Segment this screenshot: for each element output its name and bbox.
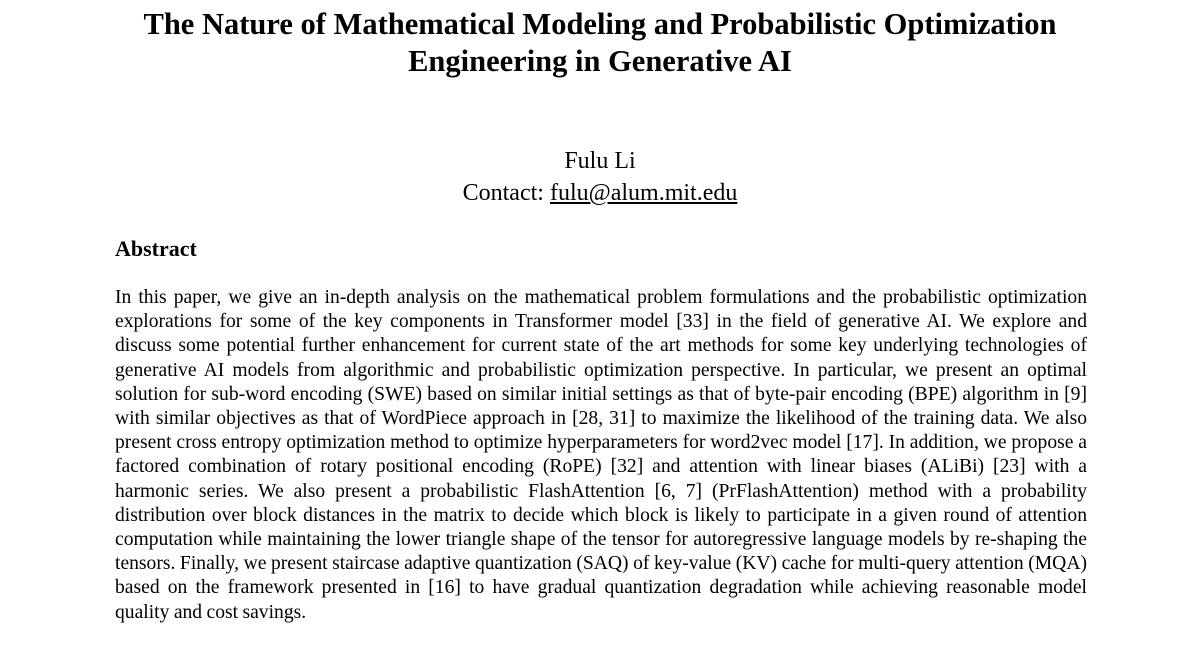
- abstract-heading: Abstract: [115, 236, 197, 261]
- author-name: Fulu Li: [564, 148, 636, 174]
- abstract-text: In this paper, we give an in-depth analysis on the mathematical problem formulations and the probabilistic optimization explorations for some of the key components in Transformer model [33] in the field of generative AI. We explore and discuss some potential further enhancement for current state of the art methods for some key underlying technologies of generative AI models from algorithmic and probabilistic optimization perspective. In particular, we present an optimal solution for sub-word encoding (SWE) based on similar initial settings as that of byte-pair encoding (BPE) algorithm in [9] with similar objectives as that of WordPiece approach in [28, 31] to maximize the likelihood of the training data. We also present cross entropy optimization method to optimize hyperparameters for word2vec model [17]. In addition, we propose a factored combination of rotary positional encoding (RoPE) [32] and attention with linear biases (ALiBi) [23] with a harmonic series. We also present a probabilistic FlashAttention [6, 7] (PrFlashAttention) method with a probability distribution over block distances in the matrix to decide which block is likely to participate in a given round of attention computation while maintaining the lower triangle shape of the tensor for autoregressive language models by re-shaping the tensors. Finally, we present staircase adaptive quantization (SAQ) of key-value (KV) cache for multi-query attention (MQA) based on the framework presented in [16] to have gradual quantization degradation while achieving reasonable model quality and cost savings.: [115, 287, 1087, 623]
- title-line-2: Engineering in Generative AI: [408, 44, 792, 78]
- author-contact: [0, 178, 1200, 209]
- contact-email-link[interactable]: fulu@alum.mit.edu: [549, 180, 738, 206]
- contact-label: Contact:: [462, 180, 550, 206]
- title-line-1: The Nature of Mathematical Modeling and Probabilistic Optimization: [143, 7, 1057, 41]
- paper-title: [0, 6, 1200, 80]
